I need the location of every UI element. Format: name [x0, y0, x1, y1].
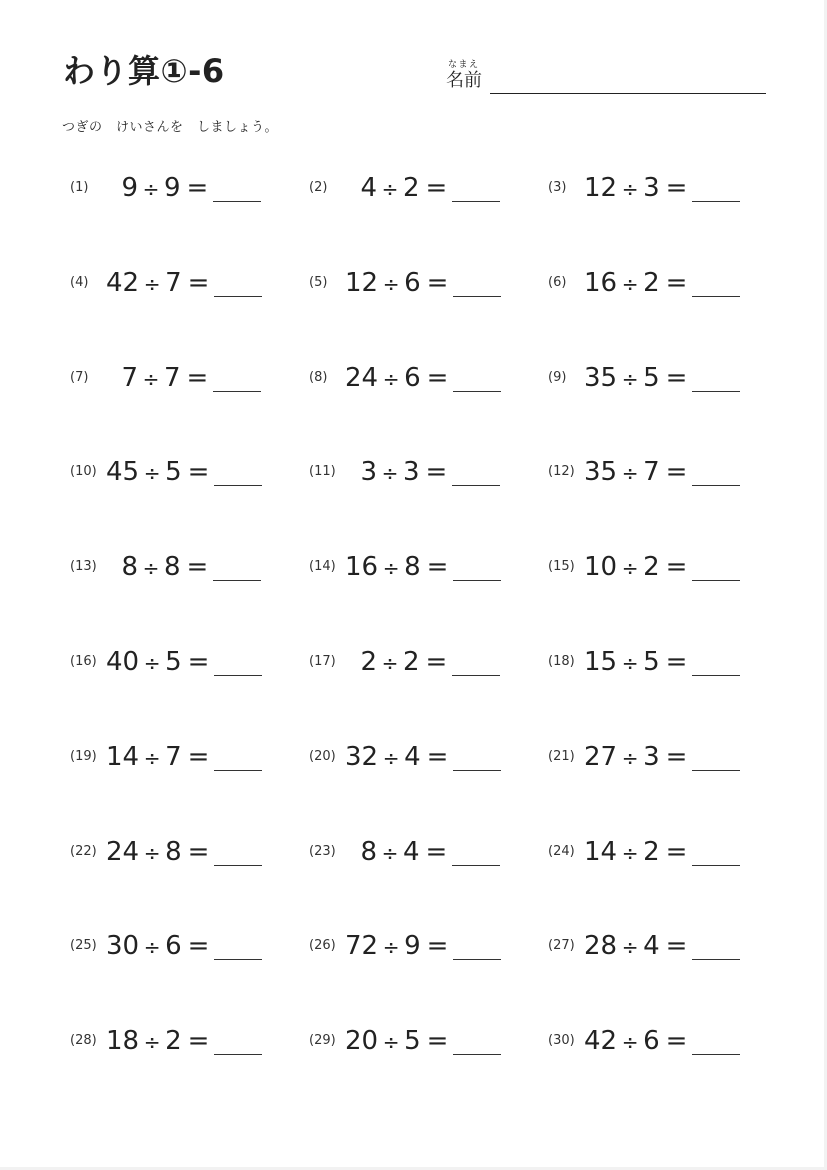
equals-sign: = [426, 931, 449, 962]
divide-sign: ÷ [142, 177, 160, 201]
equals-sign: = [186, 552, 209, 583]
divide-sign: ÷ [381, 177, 399, 201]
divide-sign: ÷ [381, 461, 399, 486]
divisor: 5 [643, 646, 660, 677]
problem-expression [584, 361, 740, 396]
problem-number: (11) [309, 464, 336, 480]
divide-sign: ÷ [381, 650, 399, 675]
answer-blank[interactable] [214, 459, 262, 486]
problem-item [70, 923, 309, 1018]
problem-item [548, 734, 787, 829]
dividend: 35 [584, 362, 618, 393]
dividend: 2 [360, 646, 377, 677]
equals-sign: = [426, 552, 449, 583]
problem-expression [106, 1024, 262, 1059]
dividend: 24 [106, 836, 140, 867]
equals-sign: = [426, 1026, 449, 1057]
problem-expression [345, 929, 501, 964]
dividend: 8 [121, 552, 138, 583]
problem-expression [584, 550, 740, 585]
equals-sign: = [665, 457, 688, 488]
divide-sign: ÷ [621, 1030, 639, 1055]
problem-item [309, 165, 548, 260]
divisor: 2 [403, 646, 420, 677]
divide-sign: ÷ [143, 650, 161, 675]
equals-sign: = [665, 741, 688, 772]
problem-item [548, 165, 787, 260]
equals-sign: = [665, 1026, 688, 1057]
problem-expression [584, 1024, 740, 1059]
problem-expression [106, 550, 261, 585]
problem-number: (7) [70, 369, 89, 385]
problem-item [548, 449, 787, 544]
name-ruby: なまえ [448, 60, 480, 70]
divide-sign: ÷ [621, 461, 639, 486]
dividend: 15 [584, 646, 618, 677]
divide-sign: ÷ [621, 935, 639, 960]
problem-item [70, 165, 309, 260]
equals-sign: = [665, 267, 688, 298]
problem-expression [106, 455, 262, 490]
problem-item [309, 923, 548, 1018]
problem-expression [345, 266, 501, 301]
divide-sign: ÷ [621, 840, 639, 865]
divisor: 3 [643, 173, 660, 203]
divisor: 8 [165, 836, 182, 867]
problem-expression [584, 266, 740, 301]
divisor: 5 [165, 646, 182, 677]
dividend: 35 [584, 457, 618, 488]
equals-sign: = [187, 646, 210, 677]
dividend: 16 [584, 267, 618, 298]
answer-blank[interactable] [453, 554, 501, 581]
divide-sign: ÷ [621, 650, 639, 675]
divisor: 3 [643, 741, 660, 772]
divide-sign: ÷ [142, 366, 160, 391]
divisor: 6 [404, 267, 421, 298]
equals-sign: = [425, 646, 448, 677]
problem-item [70, 639, 309, 734]
problem-number: (16) [70, 653, 97, 669]
equals-sign: = [425, 457, 448, 488]
problem-number: (2) [309, 180, 328, 195]
problem-number: (13) [70, 559, 97, 575]
equals-sign: = [426, 741, 449, 772]
problem-number: (18) [548, 653, 575, 669]
problem-expression [106, 645, 262, 680]
problem-number: (29) [309, 1033, 336, 1049]
answer-blank[interactable] [692, 744, 740, 771]
divide-sign: ÷ [382, 1030, 400, 1055]
problem-number: (27) [548, 938, 575, 954]
name-field-block [446, 60, 766, 100]
divide-sign: ÷ [143, 461, 161, 486]
divide-sign: ÷ [143, 745, 161, 770]
answer-blank[interactable] [213, 175, 261, 202]
dividend: 9 [121, 173, 138, 203]
divide-sign: ÷ [621, 745, 639, 770]
problem-number: (17) [309, 653, 336, 669]
divide-sign: ÷ [382, 556, 400, 581]
equals-sign: = [665, 931, 688, 962]
divisor: 6 [165, 931, 182, 962]
dividend: 18 [106, 1026, 140, 1057]
equals-sign: = [186, 173, 209, 203]
problem-expression [345, 455, 500, 490]
divisor: 8 [164, 552, 181, 583]
dividend: 42 [106, 267, 140, 298]
problem-expression [345, 835, 500, 870]
divisor: 8 [404, 552, 421, 583]
answer-blank[interactable] [214, 649, 262, 676]
equals-sign: = [665, 173, 688, 203]
problem-expression [106, 740, 262, 775]
problem-item [548, 355, 787, 450]
problem-item [548, 639, 787, 734]
answer-blank[interactable] [452, 175, 500, 202]
divisor: 5 [404, 1026, 421, 1057]
divide-sign: ÷ [621, 556, 639, 581]
problem-number: (4) [70, 274, 89, 290]
divisor: 4 [643, 931, 660, 962]
problem-expression [584, 835, 740, 870]
problem-number: (19) [70, 748, 97, 764]
divisor: 4 [403, 836, 420, 867]
problem-item [309, 639, 548, 734]
problem-item [548, 544, 787, 639]
divisor: 2 [643, 836, 660, 867]
answer-blank[interactable] [453, 933, 501, 960]
problem-number: (9) [548, 369, 567, 385]
name-label: 名前 [446, 70, 482, 91]
divide-sign: ÷ [382, 745, 400, 770]
equals-sign: = [186, 362, 209, 393]
equals-sign: = [665, 836, 688, 867]
dividend: 24 [345, 362, 379, 393]
problem-expression [345, 1024, 501, 1059]
problem-item [309, 355, 548, 450]
problem-expression [345, 550, 501, 585]
divisor: 3 [403, 457, 420, 488]
problem-number: (14) [309, 559, 336, 575]
answer-blank[interactable] [692, 1028, 740, 1055]
dividend: 4 [360, 173, 377, 203]
problem-item [309, 449, 548, 544]
answer-blank[interactable] [213, 554, 261, 581]
answer-blank[interactable] [692, 459, 740, 486]
divide-sign: ÷ [143, 1030, 161, 1055]
problem-item [309, 260, 548, 355]
answer-blank[interactable] [692, 554, 740, 581]
problem-expression [106, 171, 261, 206]
problem-item [309, 829, 548, 924]
problem-number: (20) [309, 748, 336, 764]
dividend: 8 [360, 836, 377, 867]
answer-blank[interactable] [453, 365, 501, 392]
equals-sign: = [187, 836, 210, 867]
problem-item [548, 829, 787, 924]
divisor: 5 [165, 457, 182, 488]
divisor: 5 [643, 362, 660, 393]
divisor: 6 [404, 362, 421, 393]
divide-sign: ÷ [382, 271, 400, 296]
divide-sign: ÷ [381, 840, 399, 865]
dividend: 10 [584, 552, 618, 583]
problem-number: (24) [548, 843, 575, 859]
dividend: 45 [106, 457, 140, 488]
problem-number: (30) [548, 1033, 575, 1049]
equals-sign: = [425, 836, 448, 867]
dividend: 7 [121, 362, 138, 393]
dividend: 12 [345, 267, 379, 298]
equals-sign: = [665, 552, 688, 583]
problem-expression [345, 645, 500, 680]
problem-item [70, 829, 309, 924]
instruction-text: つぎの けいさんを しましょう。 [62, 120, 279, 135]
answer-blank[interactable] [692, 839, 740, 866]
problem-number: (10) [70, 464, 97, 480]
divisor: 9 [164, 173, 181, 203]
problem-expression [584, 171, 740, 206]
dividend: 27 [584, 741, 618, 772]
problem-item [309, 1018, 548, 1113]
answer-blank[interactable] [452, 459, 500, 486]
problem-item [70, 355, 309, 450]
answer-blank[interactable] [214, 744, 262, 771]
divisor: 7 [165, 267, 182, 298]
answer-blank[interactable] [214, 839, 262, 866]
dividend: 32 [345, 741, 379, 772]
divisor: 2 [165, 1026, 182, 1057]
divide-sign: ÷ [382, 935, 400, 960]
equals-sign: = [665, 362, 688, 393]
problem-number: (8) [309, 369, 328, 385]
divisor: 2 [403, 173, 420, 203]
equals-sign: = [425, 173, 448, 203]
answer-blank[interactable] [692, 365, 740, 392]
problem-number: (21) [548, 748, 575, 764]
answer-blank[interactable] [692, 649, 740, 676]
equals-sign: = [187, 741, 210, 772]
problem-item [548, 923, 787, 1018]
problem-number: (3) [548, 180, 567, 195]
dividend: 16 [345, 552, 379, 583]
problem-expression [345, 171, 500, 206]
problem-expression [345, 361, 501, 396]
problem-expression [106, 929, 262, 964]
divide-sign: ÷ [382, 366, 400, 391]
dividend: 14 [106, 741, 140, 772]
dividend: 30 [106, 931, 140, 962]
divisor: 4 [404, 741, 421, 772]
problem-item [309, 544, 548, 639]
divide-sign: ÷ [621, 366, 639, 391]
problem-item [70, 449, 309, 544]
answer-blank[interactable] [214, 270, 262, 297]
problem-expression [345, 740, 501, 775]
equals-sign: = [187, 1026, 210, 1057]
problem-expression [584, 929, 740, 964]
divisor: 2 [643, 552, 660, 583]
divide-sign: ÷ [621, 177, 639, 201]
divide-sign: ÷ [143, 840, 161, 865]
problem-expression [106, 835, 262, 870]
problem-number: (15) [548, 559, 575, 575]
equals-sign: = [426, 267, 449, 298]
problem-item [548, 260, 787, 355]
dividend: 42 [584, 1026, 618, 1057]
divisor: 7 [643, 457, 660, 488]
problem-expression [584, 645, 740, 680]
divisor: 7 [164, 362, 181, 393]
problem-number: (25) [70, 938, 97, 954]
dividend: 40 [106, 646, 140, 677]
problem-number: (23) [309, 843, 336, 859]
dividend: 12 [584, 173, 618, 203]
divide-sign: ÷ [142, 556, 160, 581]
problem-number: (1) [70, 180, 89, 195]
problem-grid [70, 165, 787, 1113]
divide-sign: ÷ [621, 271, 639, 296]
divisor: 7 [165, 741, 182, 772]
problem-number: (28) [70, 1033, 97, 1049]
problem-number: (22) [70, 843, 97, 859]
divide-sign: ÷ [143, 935, 161, 960]
problem-number: (12) [548, 464, 575, 480]
answer-blank[interactable] [213, 365, 261, 392]
equals-sign: = [187, 267, 210, 298]
dividend: 20 [345, 1026, 379, 1057]
problem-item [70, 260, 309, 355]
dividend: 3 [360, 457, 377, 488]
problem-expression [106, 361, 261, 396]
problem-number: (6) [548, 274, 567, 290]
equals-sign: = [187, 931, 210, 962]
answer-blank[interactable] [452, 839, 500, 866]
problem-item [70, 544, 309, 639]
divisor: 2 [643, 267, 660, 298]
dividend: 28 [584, 931, 618, 962]
answer-blank[interactable] [692, 933, 740, 960]
answer-blank[interactable] [692, 175, 740, 202]
answer-blank[interactable] [692, 270, 740, 297]
equals-sign: = [665, 646, 688, 677]
answer-blank[interactable] [453, 744, 501, 771]
name-write-line[interactable] [490, 93, 766, 94]
problem-item [70, 734, 309, 829]
page-title: わり算①-6 [63, 52, 225, 90]
problem-number: (5) [309, 274, 328, 290]
divide-sign: ÷ [143, 271, 161, 296]
problem-number: (26) [309, 938, 336, 954]
equals-sign: = [187, 457, 210, 488]
divisor: 9 [404, 931, 421, 962]
answer-blank[interactable] [453, 270, 501, 297]
problem-expression [584, 455, 740, 490]
equals-sign: = [426, 362, 449, 393]
answer-blank[interactable] [214, 933, 262, 960]
answer-blank[interactable] [214, 1028, 262, 1055]
dividend: 14 [584, 836, 618, 867]
problem-expression [584, 740, 740, 775]
problem-item [548, 1018, 787, 1113]
divisor: 6 [643, 1026, 660, 1057]
problem-item [70, 1018, 309, 1113]
answer-blank[interactable] [453, 1028, 501, 1055]
problem-item [309, 734, 548, 829]
answer-blank[interactable] [452, 649, 500, 676]
problem-expression [106, 266, 262, 301]
dividend: 72 [345, 931, 379, 962]
